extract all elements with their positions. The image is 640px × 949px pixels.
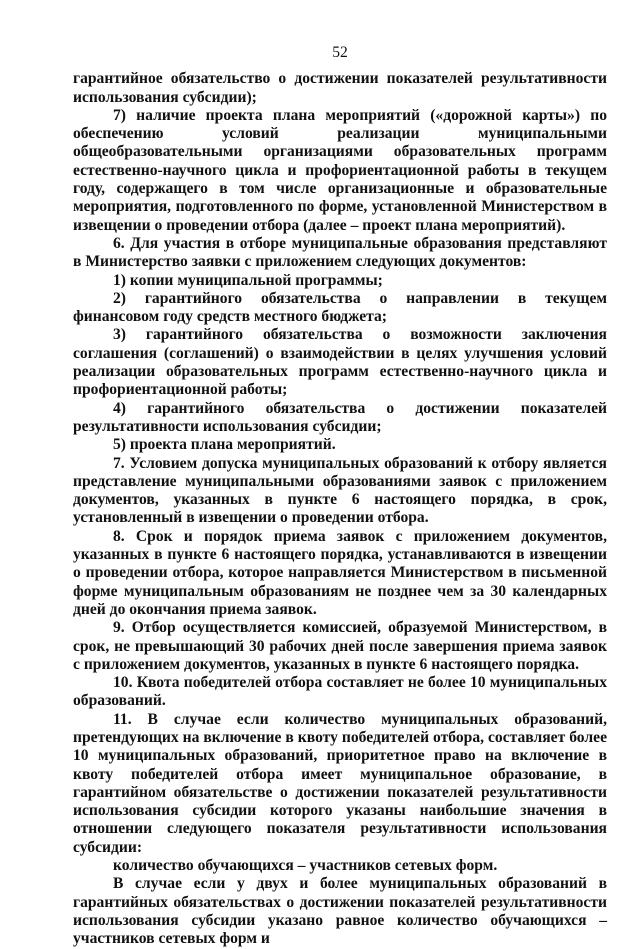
paragraph: 2) гарантийного обязательства о направлении в текущем финансовом году средств местного бюджета;	[73, 289, 607, 326]
paragraph: 11. В случае если количество муниципальных образований, претендующих на включение в квоту победителей отбора, составляет более 10 муниципальных образований, приоритетное право на включение в квоту победителей отбора имеет муниципальное образование, в гарантийном обязательстве о достижении показателей результативности использования субсидии которого указаны наибольшие значения в отношении следующего показателя результативности использования субсидии:	[73, 710, 607, 856]
document-body	[73, 70, 607, 948]
paragraph: 6. Для участия в отборе муниципальные образования представляют в Министерство заявки с приложением следующих документов:	[73, 234, 607, 271]
paragraph: 10. Квота победителей отбора составляет не более 10 муниципальных образований.	[73, 674, 607, 710]
paragraph: 3) гарантийного обязательства о возможности заключения соглашения (соглашений) о взаимодействии в целях улучшения условий реализации образовательных программ естественно-научного цикла и профориентационной работы;	[73, 326, 607, 399]
paragraph: 4) гарантийного обязательства о достижении показателей результативности использования субсидии;	[73, 399, 607, 435]
paragraph: 8. Срок и порядок приема заявок с приложением документов, указанных в пункте 6 настоящего порядка, устанавливаются в извещении о проведении отбора, которое направляется Министерством в письменной форме муниципальным образованиям не позднее чем за 30 календарных дней до окончания приема заявок.	[73, 527, 607, 618]
paragraph: 1) копии муниципальной программы;	[113, 271, 383, 289]
paragraph: 7. Условием допуска муниципальных образований к отбору является представление муниципальными образованиями заявок с приложением документов, указанных в пункте 6 настоящего порядка, в срок, установленный в извещении о проведении отбора.	[73, 454, 607, 527]
paragraph: 7) наличие проекта плана мероприятий («дорожной карты») по обеспечению условий реализации муниципальными общеобразовательными организациями образовательных программ естественно-научного цикла и профориентационной работы в текущем году, содержащего в том числе организационные и образовательные мероприятия, подготовленного по форме, установленной Министерством в извещении о проведении отбора (далее – проект плана мероприятий).	[73, 106, 607, 234]
paragraph: количество обучающихся – участников сетевых форм.	[113, 857, 498, 875]
paragraph: В случае если у двух и более муниципальных образований в гарантийных обязательствах о достижении показателей результативности использования субсидии указано равное количество обучающихся – участников сетевых форм и	[73, 875, 607, 948]
paragraph: 5) проекта плана мероприятий.	[113, 436, 336, 454]
paragraph: 9. Отбор осуществляется комиссией, образуемой Министерством, в срок, не превышающий 30 рабочих дней после завершения приема заявок с приложением документов, указанных в пункте 6 настоящего порядка.	[73, 619, 607, 673]
page-number: 52	[332, 44, 348, 61]
paragraph: гарантийное обязательство о достижении показателей результативности использования субсидии);	[73, 70, 607, 106]
